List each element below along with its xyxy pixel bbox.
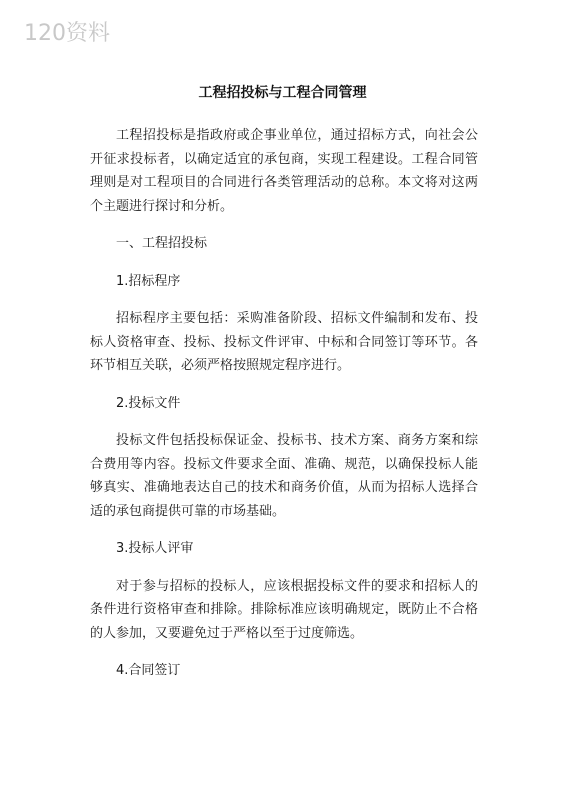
subheading-bidder-review: 3.投标人评审 (116, 541, 194, 556)
subheading-procedure: 1.招标程序 (116, 273, 181, 289)
document-title: 工程招投标与工程合同管理 (198, 85, 367, 101)
section-heading-bidding: 一、工程招投标 (116, 236, 208, 251)
document-body (90, 124, 478, 697)
bid-documents-paragraph: 投标文件包括投标保证金、投标书、技术方案、商务方案和综合费用等内容。投标文件要求全面、准确、规范，以确保投标人能够真实、准确地表达自己的技术和商务价值，从而为招标人选择合适的承包商提供可靠的市场基础。 (90, 433, 478, 519)
procedure-paragraph: 招标程序主要包括：采购准备阶段、招标文件编制和发布、投标人资格审查、投标、投标文件评审、中标和合同签订等环节。各环节相互关联，必须严格按照规定程序进行。 (90, 311, 478, 373)
intro-paragraph: 工程招投标是指政府或企事业单位，通过招标方式，向社会公开征求投标者，以确定适宜的承包商，实现工程建设。工程合同管理则是对工程项目的合同进行各类管理活动的总称。本文将对这两个主题进行探讨和分析。 (90, 128, 478, 214)
subheading-contract-signing: 4.合同签订 (116, 663, 181, 678)
subheading-bid-documents: 2.投标文件 (116, 395, 181, 411)
bidder-review-paragraph: 对于参与招标的投标人，应该根据投标文件的要求和招标人的条件进行资格审查和排除。排除标准应该明确规定，既防止不合格的人参加，又要避免过于严格以至于过度筛选。 (90, 578, 478, 641)
watermark-text: 120资料 (24, 21, 110, 46)
